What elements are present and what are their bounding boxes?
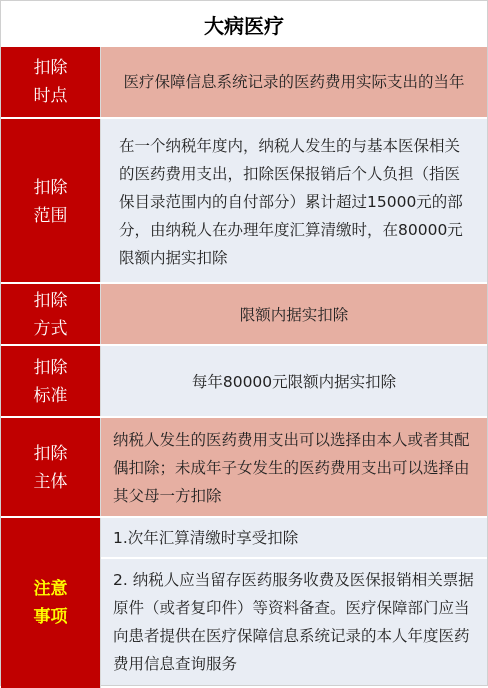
row-content-subject-text: 纳税人发生的医药费用支出可以选择由本人或者其配偶扣除；未成年子女发生的医药费用支出可以选择由其父母一方扣除 — [113, 431, 470, 505]
table-row-subject — [1, 416, 487, 518]
row-label-notes-text: 注意 事项 — [33, 579, 68, 627]
row-label-method — [1, 284, 101, 346]
row-label-method-text: 扣除 方式 — [33, 291, 68, 339]
notes-item-1 — [101, 518, 487, 558]
row-content-method-text: 限额内据实扣除 — [239, 306, 349, 324]
row-label-standard-text: 扣除 标准 — [33, 358, 68, 406]
row-content-scope-text: 在一个纳税年度内，纳税人发生的与基本医保相关的医药费用支出，扣除医保报销后个人负担（指医保目录范围内的自付部分）累计超过15000元的部分，由纳税人在办理年度汇算清缴时，在80000元限额内据实扣除 — [119, 136, 463, 267]
row-content-subject — [101, 418, 487, 518]
row-content-standard — [101, 346, 487, 418]
row-label-time — [1, 47, 101, 117]
table-row-time — [1, 47, 487, 117]
row-content-method — [101, 284, 487, 346]
row-label-notes — [1, 518, 101, 688]
row-content-standard-text: 每年80000元限额内据实扣除 — [191, 373, 397, 391]
row-label-subject-text: 扣除 主体 — [33, 444, 68, 492]
row-label-scope — [1, 119, 101, 284]
row-label-standard — [1, 346, 101, 418]
table-row-scope — [1, 117, 487, 284]
row-content-time — [101, 47, 487, 117]
notes-item-1-text: 1.次年汇算清缴时享受扣除 — [113, 528, 299, 547]
table-row-standard — [1, 344, 487, 418]
row-content-scope — [101, 119, 487, 284]
row-label-subject — [1, 418, 101, 518]
row-label-scope-text: 扣除 范围 — [33, 177, 68, 226]
notes-item-2 — [101, 559, 487, 685]
notes-item-2-text: 2. 纳税人应当留存医药服务收费及医保报销相关票据原件（或者复印件）等资料备查。医疗保障部门应当向患者提供在医疗保障信息系统记录的本人年度医药费用信息查询服务 — [113, 571, 474, 673]
row-label-time-text: 扣除 时点 — [33, 58, 68, 106]
row-content-time-text: 医疗保障信息系统记录的医药费用实际支出的当年 — [123, 73, 465, 91]
table-title: 大病医疗 — [1, 1, 487, 47]
table-row-method — [1, 282, 487, 346]
